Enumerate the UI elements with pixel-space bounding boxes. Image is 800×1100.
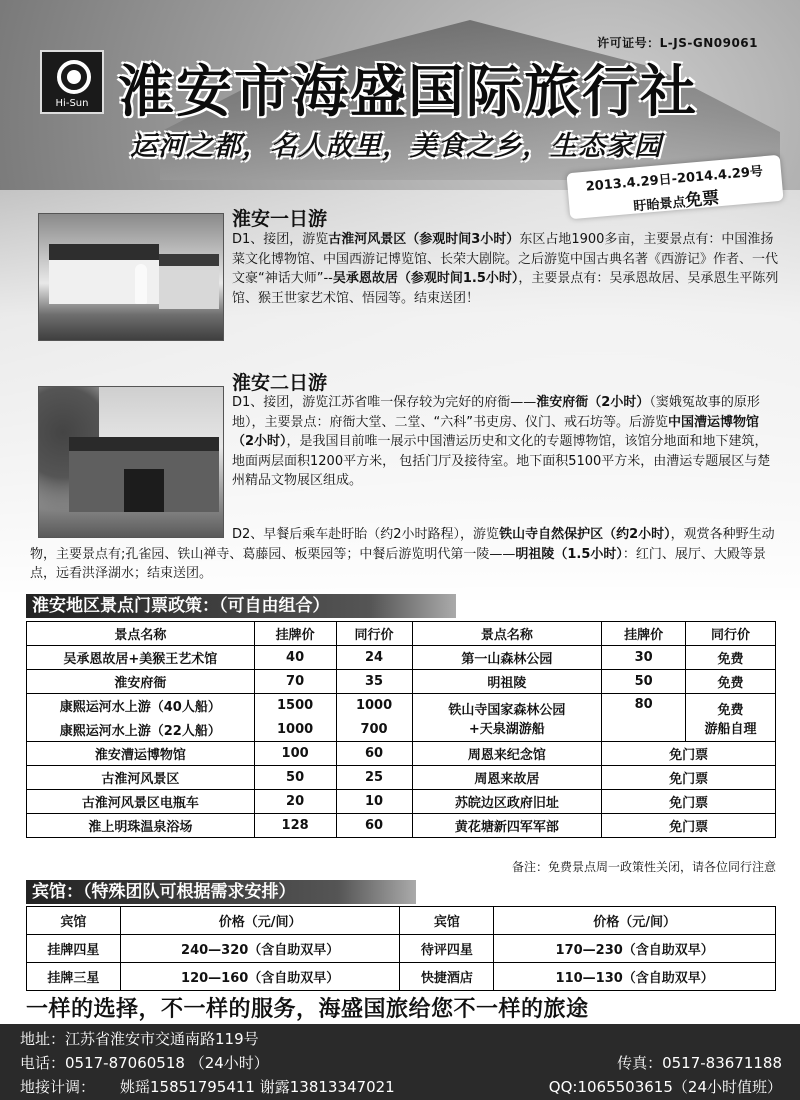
table-row: 淮上明珠温泉浴场 128 60 黄花塘新四军军部 免门票 — [27, 814, 776, 838]
phone: 电话：0517-87060518 （24小时） — [20, 1054, 269, 1072]
agency-name: 淮安市海盛国际旅行社 — [118, 60, 698, 125]
ticket-section-title: 淮安地区景点门票政策：（可自由组合） — [26, 594, 456, 618]
tieshan-price: 80 — [602, 694, 686, 742]
tieshan-name-2: +天泉湖游船 — [468, 721, 545, 737]
table-row: 吴承恩故居+美猴王艺术馆 40 24 第一山森林公园 30 免费 — [27, 646, 776, 670]
table-row: 淮安府衙 70 35 明祖陵 50 免费 — [27, 670, 776, 694]
fax: 传真：0517-83671188 — [617, 1054, 782, 1072]
tour2-day1: D1、接团，游览江苏省唯一保存较为完好的府衙——淮安府衙（2小时）（窦娥冤故事的原形地），主要景点：府衙大堂、二堂、“六科”书吏房、仪门、戒石坊等。后游览中国漕运博物馆（2小时），是我国目前唯一展示中国漕运历史和文化的专题博物馆，该馆分地面和地下建筑， 地面两层面积1200平方米， 包括门厅及接待室。地下面积5100平方米，由漕运专题展区与楚州精品文物展区组成。 — [232, 395, 771, 488]
promo-text: 盱眙景点 — [632, 195, 687, 215]
tour2-photo — [38, 386, 224, 538]
table-row: 淮安漕运博物馆 100 60 周恩来纪念馆 免门票 — [27, 742, 776, 766]
contact-persons: 姚瑶15851795411 谢露13813347021 — [120, 1078, 395, 1096]
table-row: 挂牌四星 240—320（含自助双早） 待评四星 170—230（含自助双早） — [27, 935, 776, 963]
table-row: 古淮河风景区电瓶车 20 10 苏皖边区政府旧址 免门票 — [27, 790, 776, 814]
contact-label: 地接计调： — [20, 1078, 96, 1096]
tour1-spot-2: 吴承恩故居（参观时间1.5小时） — [332, 271, 519, 286]
hotel-price-table — [26, 906, 776, 991]
table-header-row: 宾馆 价格（元/间） 宾馆 价格（元/间） — [27, 907, 776, 935]
promo-free: 免票 — [684, 188, 721, 212]
tour1-description: D1、接团，游览古淮河风景区（参观时间3小时）东区占地1900多亩，主要景点有：中国淮扬菜文化博物馆、中国西游记博览馆、长荣大剧院。之后游览中国古典名著《西游记》作者、一代文豪“神话大师”--吴承恩故居（参观时间1.5小时），主要景点有：吴承恩故居、吴承恩生平陈列馆、猴王世家艺术馆、悟园等。结束送团！ — [232, 232, 779, 306]
tour1-photo — [38, 213, 224, 341]
tour2-day2: D2、早餐后乘车赴盱眙（约2小时路程），游览铁山寺自然保护区（约2小时），观赏各种野生动物，主要景点有;孔雀园、铁山禅寺、葛藤园、板栗园等；中餐后游览明代第一陵——明祖陵（1.5小时）：红门、展厅、大殿等景点，远看洪泽湖水；结束送团。 — [30, 527, 775, 581]
table-row: 康熙运河水上游（22人船） 1000 700 — [27, 718, 776, 742]
service-slogan: 一样的选择，不一样的服务，海盛国旅给您不一样的旅途 — [26, 997, 589, 1022]
table-row: 挂牌三星 120—160（含自助双早） 快捷酒店 110—130（含自助双早） — [27, 963, 776, 991]
table-row: 康熙运河水上游（40人船） 1500 1000 铁山寺国家森林公园 +天泉湖游船 80 免费 游船自理 — [27, 694, 776, 718]
tour2-spot-3: 铁山寺自然保护区（约2小时） — [499, 527, 671, 542]
table-row: 古淮河风景区 50 25 周恩来故居 免门票 — [27, 766, 776, 790]
logo-text: Hi-Sun — [55, 98, 89, 109]
qq-number: QQ:1065503615（24小时值班） — [548, 1078, 782, 1096]
table-header-row: 景点名称 挂牌价 同行价 景点名称 挂牌价 同行价 — [27, 622, 776, 646]
tour2-spot-4: 明祖陵（1.5小时） — [515, 546, 623, 562]
ticket-note: 备注：免费景点周一政策性关闭，请各位同行注意 — [511, 860, 776, 874]
ticket-price-table — [26, 621, 776, 838]
tieshan-peer-price: 免费 — [717, 702, 744, 718]
company-logo — [40, 50, 104, 114]
license-number: 许可证号：L-JS-GN09061 — [597, 36, 758, 50]
tieshan-name-1: 铁山寺国家森林公园 — [448, 702, 566, 718]
sun-icon — [57, 60, 91, 94]
tour2-spot-1: 淮安府衙（2小时） — [536, 395, 650, 410]
hotel-section-title: 宾馆：（特殊团队可根据需求安排） — [26, 880, 416, 904]
tour1-title: 淮安一日游 — [232, 208, 328, 230]
tour1-spot-1: 古淮河风景区（参观时间3小时） — [328, 232, 520, 247]
promo-dates: 2013.4.29日-2014.4.29号 — [585, 164, 764, 195]
city-slogan: 运河之都，名人故里，美食之乡，生态家园 — [130, 131, 662, 162]
contact-footer — [0, 1024, 800, 1100]
tour2-title: 淮安二日游 — [232, 372, 328, 394]
tour2-spot-2: 中国漕运博物馆（2小时） — [232, 414, 759, 449]
tieshan-boat-note: 游船自理 — [704, 721, 757, 737]
address: 地址：江苏省淮安市交通南路119号 — [20, 1030, 259, 1048]
